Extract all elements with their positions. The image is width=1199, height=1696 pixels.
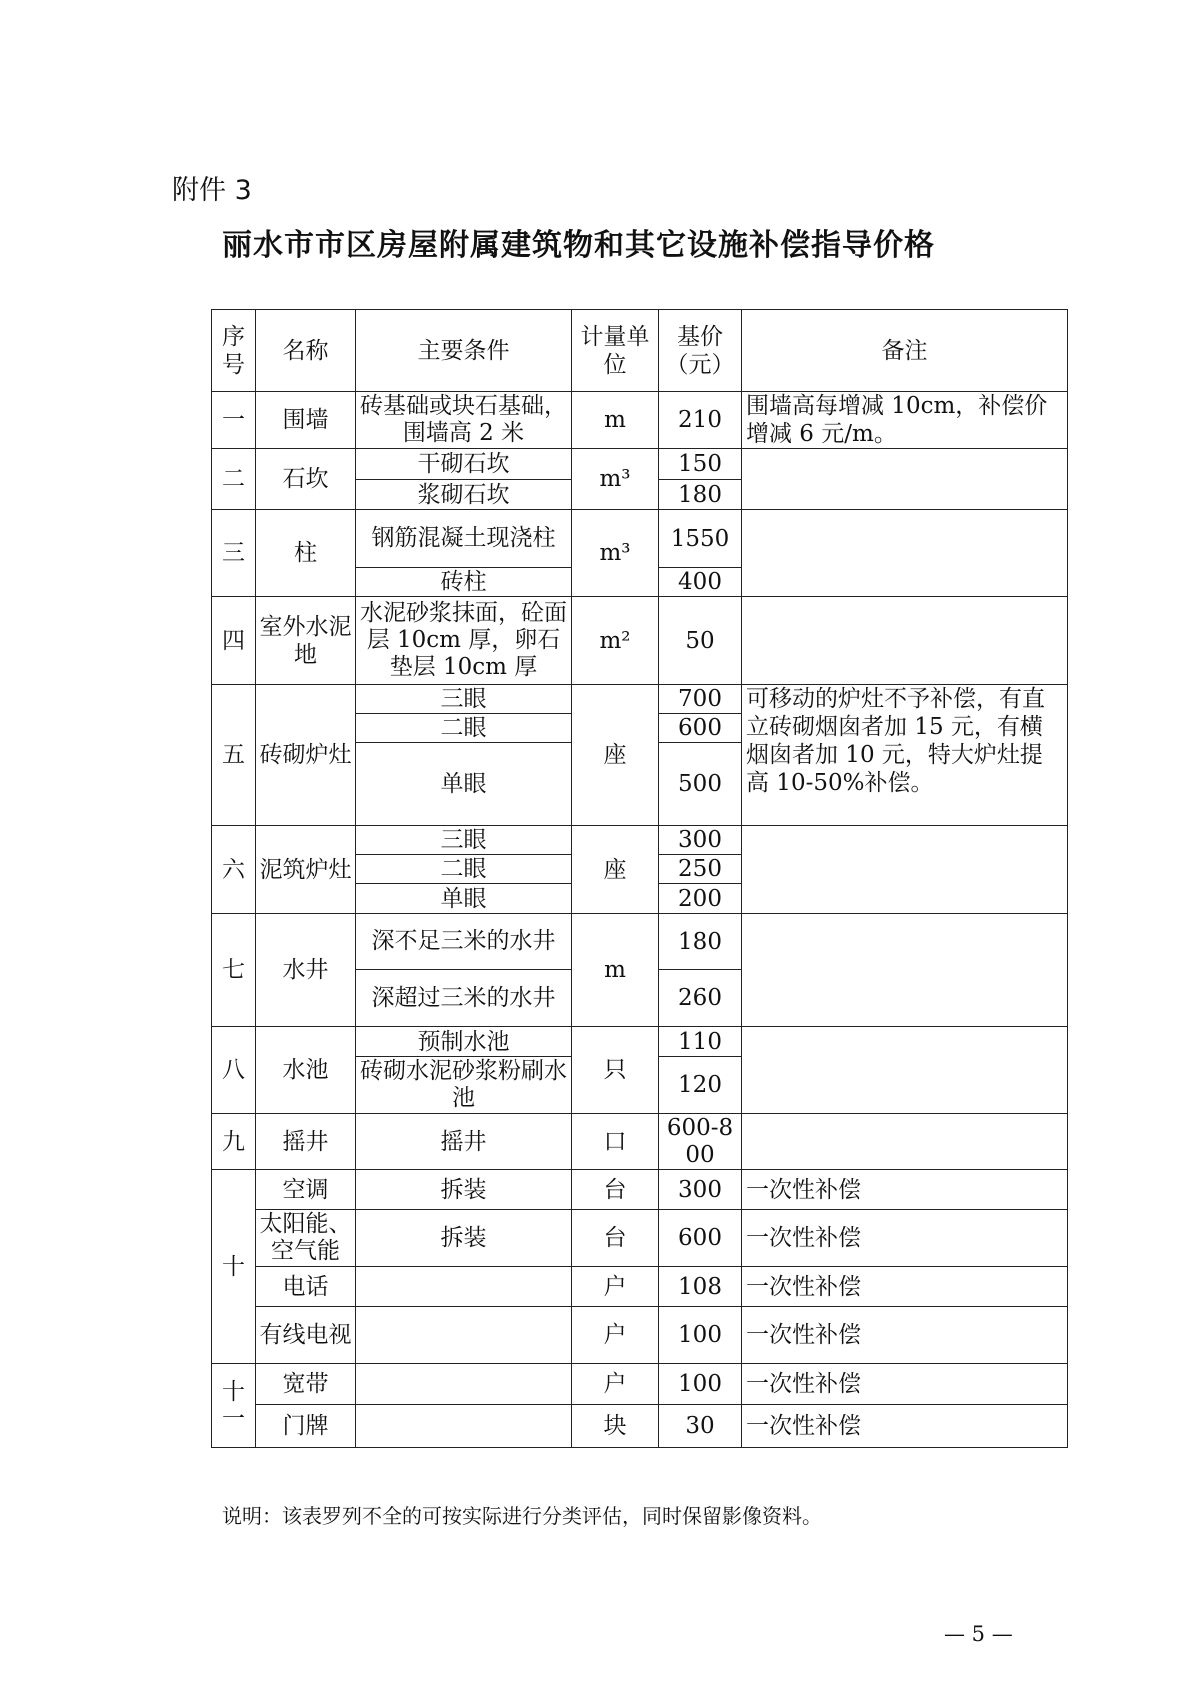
note-cell: 一次性补偿 <box>742 1405 1068 1448</box>
note-cell: 一次性补偿 <box>742 1267 1068 1307</box>
header-note: 备注 <box>742 310 1068 392</box>
price-cell: 600 <box>659 1210 742 1267</box>
header-condition: 主要条件 <box>356 310 572 392</box>
price-cell: 180 <box>659 480 742 510</box>
header-name: 名称 <box>256 310 356 392</box>
price-cell: 500 <box>659 743 742 826</box>
seq-cell: 二 <box>212 449 256 510</box>
page-title: 丽水市市区房屋附属建筑物和其它设施补偿指导价格 <box>222 228 935 263</box>
price-cell: 50 <box>659 597 742 685</box>
price-cell: 108 <box>659 1267 742 1307</box>
price-cell: 30 <box>659 1405 742 1448</box>
name-cell: 水井 <box>256 914 356 1027</box>
seq-cell: 九 <box>212 1114 256 1170</box>
condition-cell <box>356 1267 572 1307</box>
condition-cell: 预制水池 <box>356 1027 572 1057</box>
table-row <box>212 685 1068 714</box>
note-cell <box>742 597 1068 685</box>
price-cell: 1550 <box>659 510 742 568</box>
table-row <box>212 1027 1068 1057</box>
seq-cell: 八 <box>212 1027 256 1114</box>
name-cell: 室外水泥地 <box>256 597 356 685</box>
unit-cell: 只 <box>572 1027 659 1114</box>
seq-cell: 十一 <box>212 1364 256 1448</box>
note-cell: 一次性补偿 <box>742 1364 1068 1405</box>
unit-cell: 座 <box>572 685 659 826</box>
unit-cell: m³ <box>572 449 659 510</box>
unit-cell: m² <box>572 597 659 685</box>
unit-cell: 台 <box>572 1210 659 1267</box>
price-cell: 600 <box>659 714 742 743</box>
table-row <box>212 1210 1068 1267</box>
table-row <box>212 392 1068 449</box>
unit-cell: 台 <box>572 1170 659 1210</box>
note-cell: 一次性补偿 <box>742 1170 1068 1210</box>
condition-cell: 砖砌水泥砂浆粉刷水池 <box>356 1057 572 1114</box>
name-cell: 围墙 <box>256 392 356 449</box>
header-price: 基价（元） <box>659 310 742 392</box>
unit-cell: m <box>572 914 659 1027</box>
note-cell: 围墙高每增减 10cm，补偿价增减 6 元/m。 <box>742 392 1068 449</box>
condition-cell: 拆装 <box>356 1170 572 1210</box>
table-row <box>212 597 1068 685</box>
table-row <box>212 510 1068 568</box>
name-cell: 石坎 <box>256 449 356 510</box>
price-cell: 100 <box>659 1307 742 1364</box>
table-row <box>212 1307 1068 1364</box>
condition-cell: 单眼 <box>356 884 572 914</box>
condition-cell: 单眼 <box>356 743 572 826</box>
table-row <box>212 914 1068 970</box>
table-row <box>212 1170 1068 1210</box>
condition-cell: 三眼 <box>356 826 572 855</box>
unit-cell: 块 <box>572 1405 659 1448</box>
price-cell: 250 <box>659 855 742 884</box>
note-cell <box>742 826 1068 914</box>
seq-cell: 四 <box>212 597 256 685</box>
price-cell: 110 <box>659 1027 742 1057</box>
condition-cell: 三眼 <box>356 685 572 714</box>
note-cell <box>742 914 1068 1027</box>
seq-cell: 七 <box>212 914 256 1027</box>
table-row <box>212 449 1068 480</box>
seq-cell: 十 <box>212 1170 256 1364</box>
table-row <box>212 1267 1068 1307</box>
header-unit: 计量单位 <box>572 310 659 392</box>
name-cell: 宽带 <box>256 1364 356 1405</box>
condition-cell: 二眼 <box>356 855 572 884</box>
note-cell <box>742 510 1068 597</box>
price-cell: 400 <box>659 568 742 597</box>
condition-cell: 砖基础或块石基础，围墙高 2 米 <box>356 392 572 449</box>
price-cell: 700 <box>659 685 742 714</box>
name-cell: 电话 <box>256 1267 356 1307</box>
condition-cell <box>356 1364 572 1405</box>
condition-cell: 浆砌石坎 <box>356 480 572 510</box>
note-cell <box>742 1027 1068 1114</box>
condition-cell: 深超过三米的水井 <box>356 970 572 1027</box>
unit-cell: 座 <box>572 826 659 914</box>
note-cell: 可移动的炉灶不予补偿，有直立砖砌烟囱者加 15 元，有横烟囱者加 10 元，特大炉灶提高 10-50%补偿。 <box>742 685 1068 826</box>
condition-cell: 二眼 <box>356 714 572 743</box>
table-row <box>212 1405 1068 1448</box>
compensation-price-table <box>211 309 1068 1448</box>
name-cell: 摇井 <box>256 1114 356 1170</box>
note-cell <box>742 1114 1068 1170</box>
unit-cell: 口 <box>572 1114 659 1170</box>
name-cell: 门牌 <box>256 1405 356 1448</box>
price-cell: 600-800 <box>659 1114 742 1170</box>
attachment-label: 附件 3 <box>172 175 252 206</box>
seq-cell: 一 <box>212 392 256 449</box>
unit-cell: 户 <box>572 1307 659 1364</box>
condition-cell <box>356 1307 572 1364</box>
note-cell <box>742 449 1068 510</box>
price-cell: 120 <box>659 1057 742 1114</box>
seq-cell: 三 <box>212 510 256 597</box>
condition-cell: 干砌石坎 <box>356 449 572 480</box>
table-row <box>212 1114 1068 1170</box>
table-row <box>212 826 1068 855</box>
header-seq: 序号 <box>212 310 256 392</box>
seq-cell: 五 <box>212 685 256 826</box>
condition-cell: 钢筋混凝土现浇柱 <box>356 510 572 568</box>
name-cell: 有线电视 <box>256 1307 356 1364</box>
page-number: — 5 — <box>944 1622 1013 1646</box>
seq-cell: 六 <box>212 826 256 914</box>
name-cell: 柱 <box>256 510 356 597</box>
condition-cell: 水泥砂浆抹面，砼面层 10cm 厚，卵石垫层 10cm 厚 <box>356 597 572 685</box>
price-cell: 200 <box>659 884 742 914</box>
unit-cell: m³ <box>572 510 659 597</box>
name-cell: 砖砌炉灶 <box>256 685 356 826</box>
condition-cell <box>356 1405 572 1448</box>
note-cell: 一次性补偿 <box>742 1307 1068 1364</box>
name-cell: 泥筑炉灶 <box>256 826 356 914</box>
condition-cell: 摇井 <box>356 1114 572 1170</box>
condition-cell: 深不足三米的水井 <box>356 914 572 970</box>
condition-cell: 砖柱 <box>356 568 572 597</box>
name-cell: 太阳能、空气能 <box>256 1210 356 1267</box>
price-cell: 180 <box>659 914 742 970</box>
name-cell: 空调 <box>256 1170 356 1210</box>
name-cell: 水池 <box>256 1027 356 1114</box>
note-cell: 一次性补偿 <box>742 1210 1068 1267</box>
table-header-row <box>212 310 1068 392</box>
unit-cell: 户 <box>572 1267 659 1307</box>
table-remark: 说明：该表罗列不全的可按实际进行分类评估，同时保留影像资料。 <box>222 1504 822 1528</box>
price-cell: 150 <box>659 449 742 480</box>
price-cell: 300 <box>659 1170 742 1210</box>
unit-cell: 户 <box>572 1364 659 1405</box>
price-cell: 210 <box>659 392 742 449</box>
unit-cell: m <box>572 392 659 449</box>
table-row <box>212 1364 1068 1405</box>
price-cell: 260 <box>659 970 742 1027</box>
price-cell: 100 <box>659 1364 742 1405</box>
condition-cell: 拆装 <box>356 1210 572 1267</box>
price-cell: 300 <box>659 826 742 855</box>
